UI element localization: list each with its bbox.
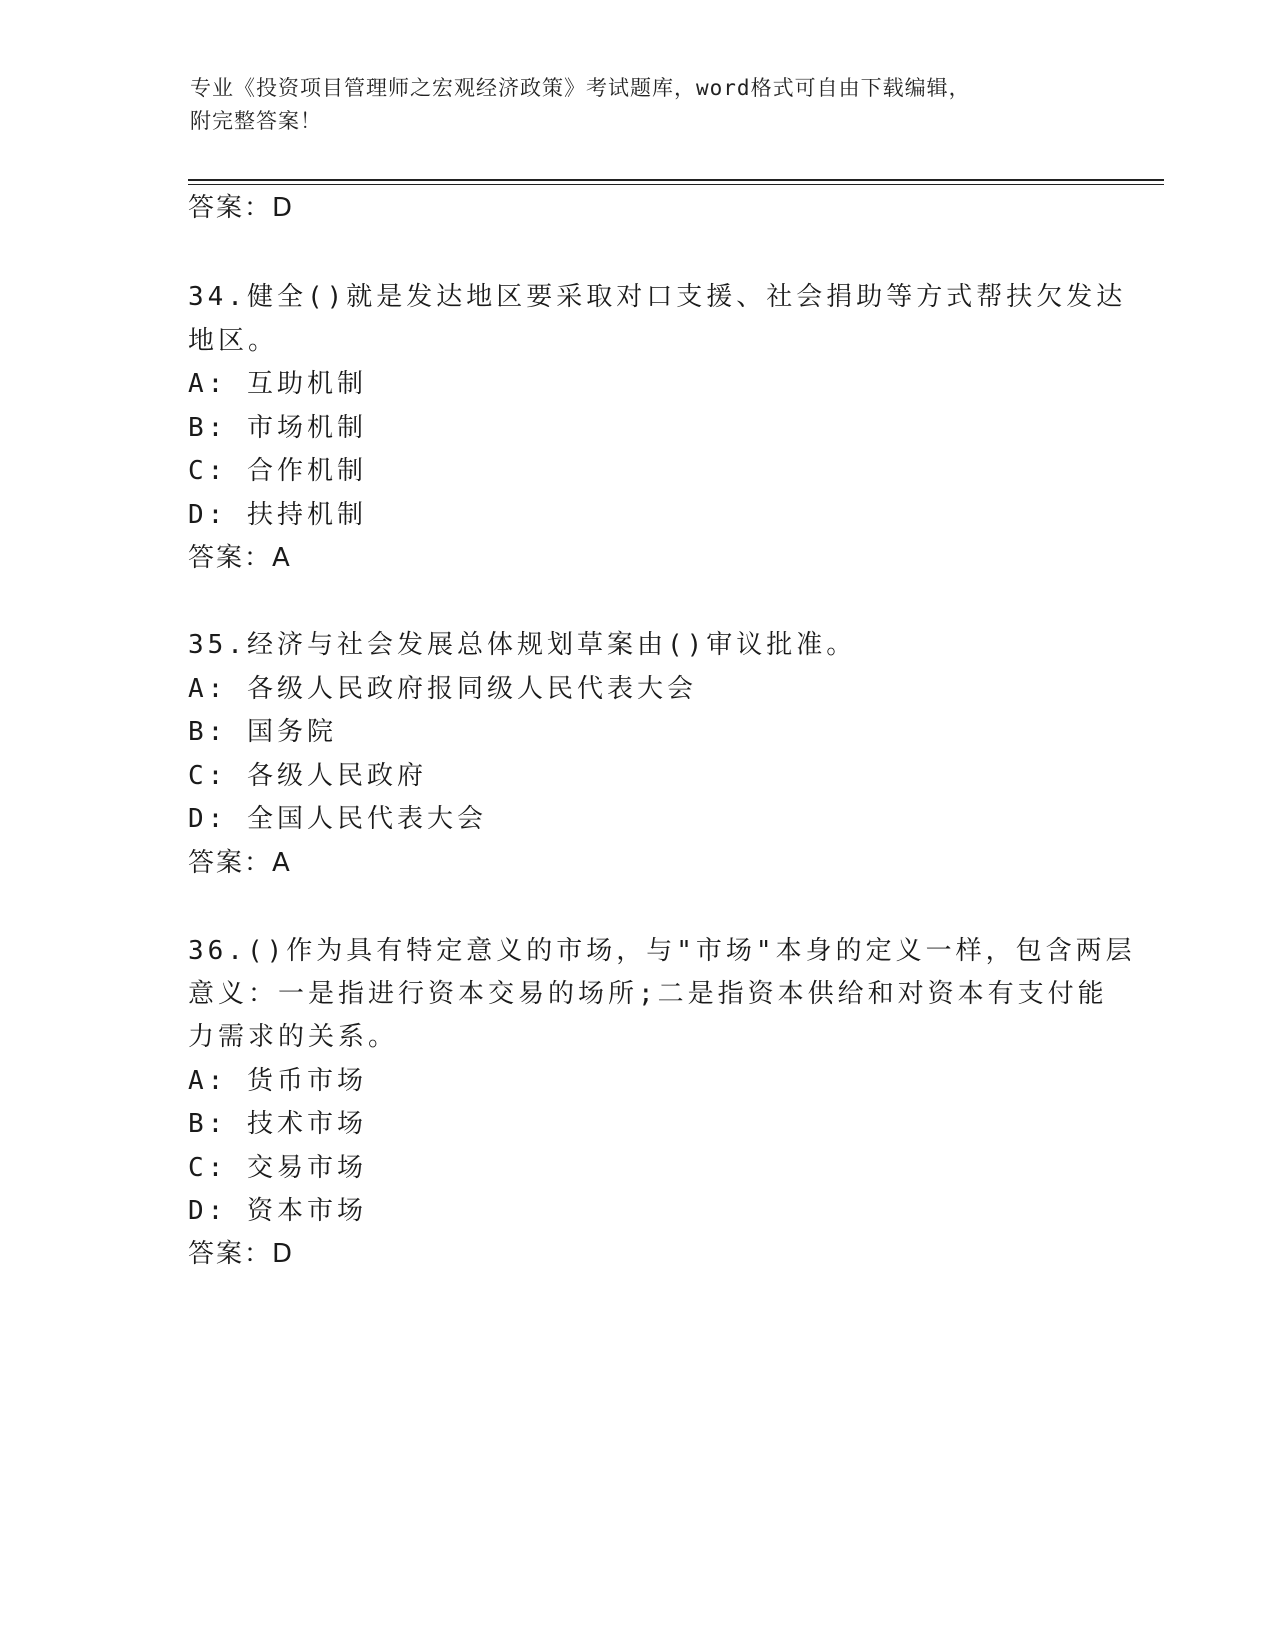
question-35-option-b: B: 国务院 [188, 717, 337, 747]
question-34-option-a: A: 互助机制 [188, 369, 367, 399]
header-line-2: 附完整答案！ [190, 109, 322, 133]
previous-answer: 答案：D [188, 193, 295, 223]
question-36-option-b: B: 技术市场 [188, 1109, 367, 1139]
header-divider-thin [188, 184, 1164, 185]
question-35-option-c: C: 各级人民政府 [188, 761, 427, 791]
header-divider-thick [188, 179, 1164, 181]
question-36-option-c: C: 交易市场 [188, 1153, 367, 1183]
question-36-answer: 答案：D [188, 1239, 295, 1269]
question-34-option-c: C: 合作机制 [188, 456, 367, 486]
question-36-option-d: D: 资本市场 [188, 1196, 367, 1226]
question-34-option-b: B: 市场机制 [188, 413, 367, 443]
document-header [190, 72, 1090, 138]
question-36-text-line-3: 力需求的关系。 [188, 1022, 399, 1052]
question-36-text-line-1: 36.()作为具有特定意义的市场，与"市场"本身的定义一样，包含两层 [188, 936, 1136, 966]
question-36-option-a: A: 货币市场 [188, 1066, 367, 1096]
question-35-option-d: D: 全国人民代表大会 [188, 804, 487, 834]
header-line-1: 专业《投资项目管理师之宏观经济政策》考试题库，word格式可自由下载编辑， [190, 76, 971, 100]
question-36-text-line-2: 意义：一是指进行资本交易的场所;二是指资本供给和对资本有支付能 [188, 979, 1108, 1009]
question-34-text-line-1: 34.健全()就是发达地区要采取对口支援、社会捐助等方式帮扶欠发达 [188, 282, 1127, 312]
question-34-text-line-2: 地区。 [188, 326, 279, 356]
question-35-answer: 答案：A [188, 848, 292, 878]
question-34-answer: 答案：A [188, 543, 292, 573]
question-35-option-a: A: 各级人民政府报同级人民代表大会 [188, 674, 697, 704]
question-35-text-line-1: 35.经济与社会发展总体规划草案由()审议批准。 [188, 630, 857, 660]
question-34-option-d: D: 扶持机制 [188, 500, 367, 530]
